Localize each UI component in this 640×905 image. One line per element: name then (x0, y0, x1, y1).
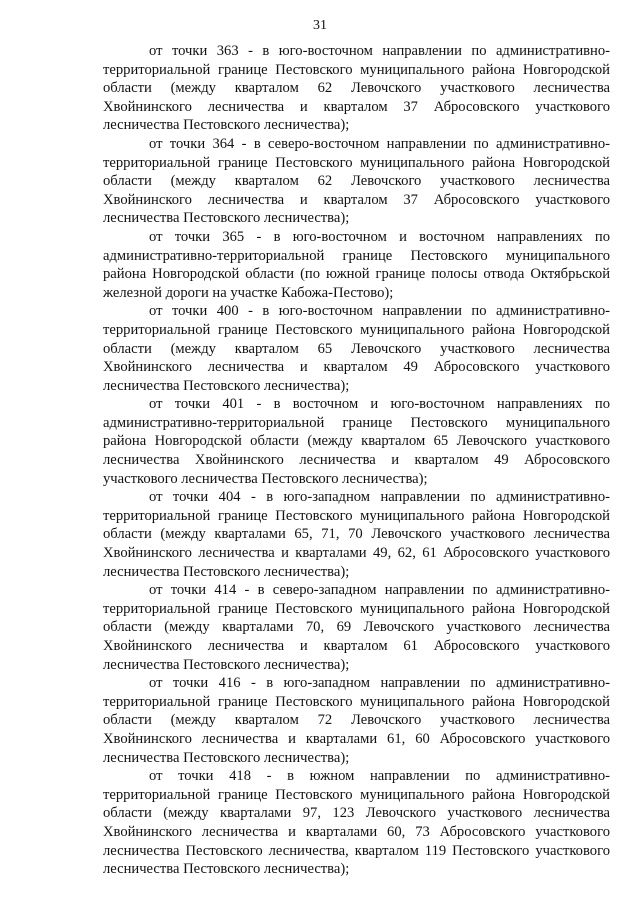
paragraph-point-364: от точки 364 - в северо-восточном направлении по административно-территориальной границе Пестовского муниципального района Новгородской области (между кварталом 62 Левочского участкового лесничества Хвойнинского лесничества и кварталом 37 Абросовского участкового лесничества Пестовского лесничества); (103, 135, 610, 227)
paragraph-point-416: от точки 416 - в юго-западном направлении по административно-территориальной границе Пестовского муниципального района Новгородской области (между кварталом 72 Левочского участкового лесничества Хвойнинского лесничества и кварталами 61, 60 Абросовского участкового лесничества Пестовского лесничества); (103, 675, 610, 766)
paragraph-point-418: от точки 418 - в южном направлении по административно-территориальной границе Пестовского муниципального района Новгородской области (между кварталами 97, 123 Левочского участкового лесничества Хвойнинского лесничества и кварталами 60, 73 Абросовского участкового лесничества Пестовского лесничества, кварталом 119 Пестовского участкового лесничества Пестовского лесничества); (103, 768, 610, 878)
paragraph-point-404: от точки 404 - в юго-западном направлении по административно-территориальной границе Пестовского муниципального района Новгородской области (между кварталами 65, 71, 70 Левочского участкового лесничества Хвойнинского лесничества и кварталами 49, 62, 61 Абросовского участкового лесничества Пестовского лесничества); (103, 489, 610, 580)
paragraph-point-401: от точки 401 - в восточном и юго-восточном направлениях по административно-территориальной границе Пестовского муниципального района Новгородской области (между кварталом 65 Левочского участкового лесничества Хвойнинского лесничества и кварталом 49 Абросовского участкового лесничества Пестовского лесничества); (103, 396, 610, 487)
paragraph-point-400: от точки 400 - в юго-восточном направлении по административно-территориальной границе Пестовского муниципального района Новгородской области (между кварталом 65 Левочского участкового лесничества Хвойнинского лесничества и кварталом 49 Абросовского участкового лесничества Пестовского лесничества); (103, 303, 610, 394)
page-number: 31 (313, 18, 327, 33)
document-body (103, 42, 610, 879)
paragraph-point-363: от точки 363 - в юго-восточном направлении по административно-территориальной границе Пестовского муниципального района Новгородской области (между кварталом 62 Левочского участкового лесничества Хвойнинского лесничества и кварталом 37 Абросовского участкового лесничества Пестовского лесничества); (103, 43, 610, 134)
paragraph-point-365: от точки 365 - в юго-восточном и восточном направлениях по административно-территориальной границе Пестовского муниципального района Новгородской области (по южной границе полосы отвода Октябрьской железной дороги на участке Кабожа-Пестово); (103, 228, 610, 301)
paragraph-point-414: от точки 414 - в северо-западном направлении по административно-территориальной границе Пестовского муниципального района Новгородской области (между кварталами 70, 69 Левочского участкового лесничества Хвойнинского лесничества и кварталом 61 Абросовского участкового лесничества Пестовского лесничества); (103, 582, 610, 673)
